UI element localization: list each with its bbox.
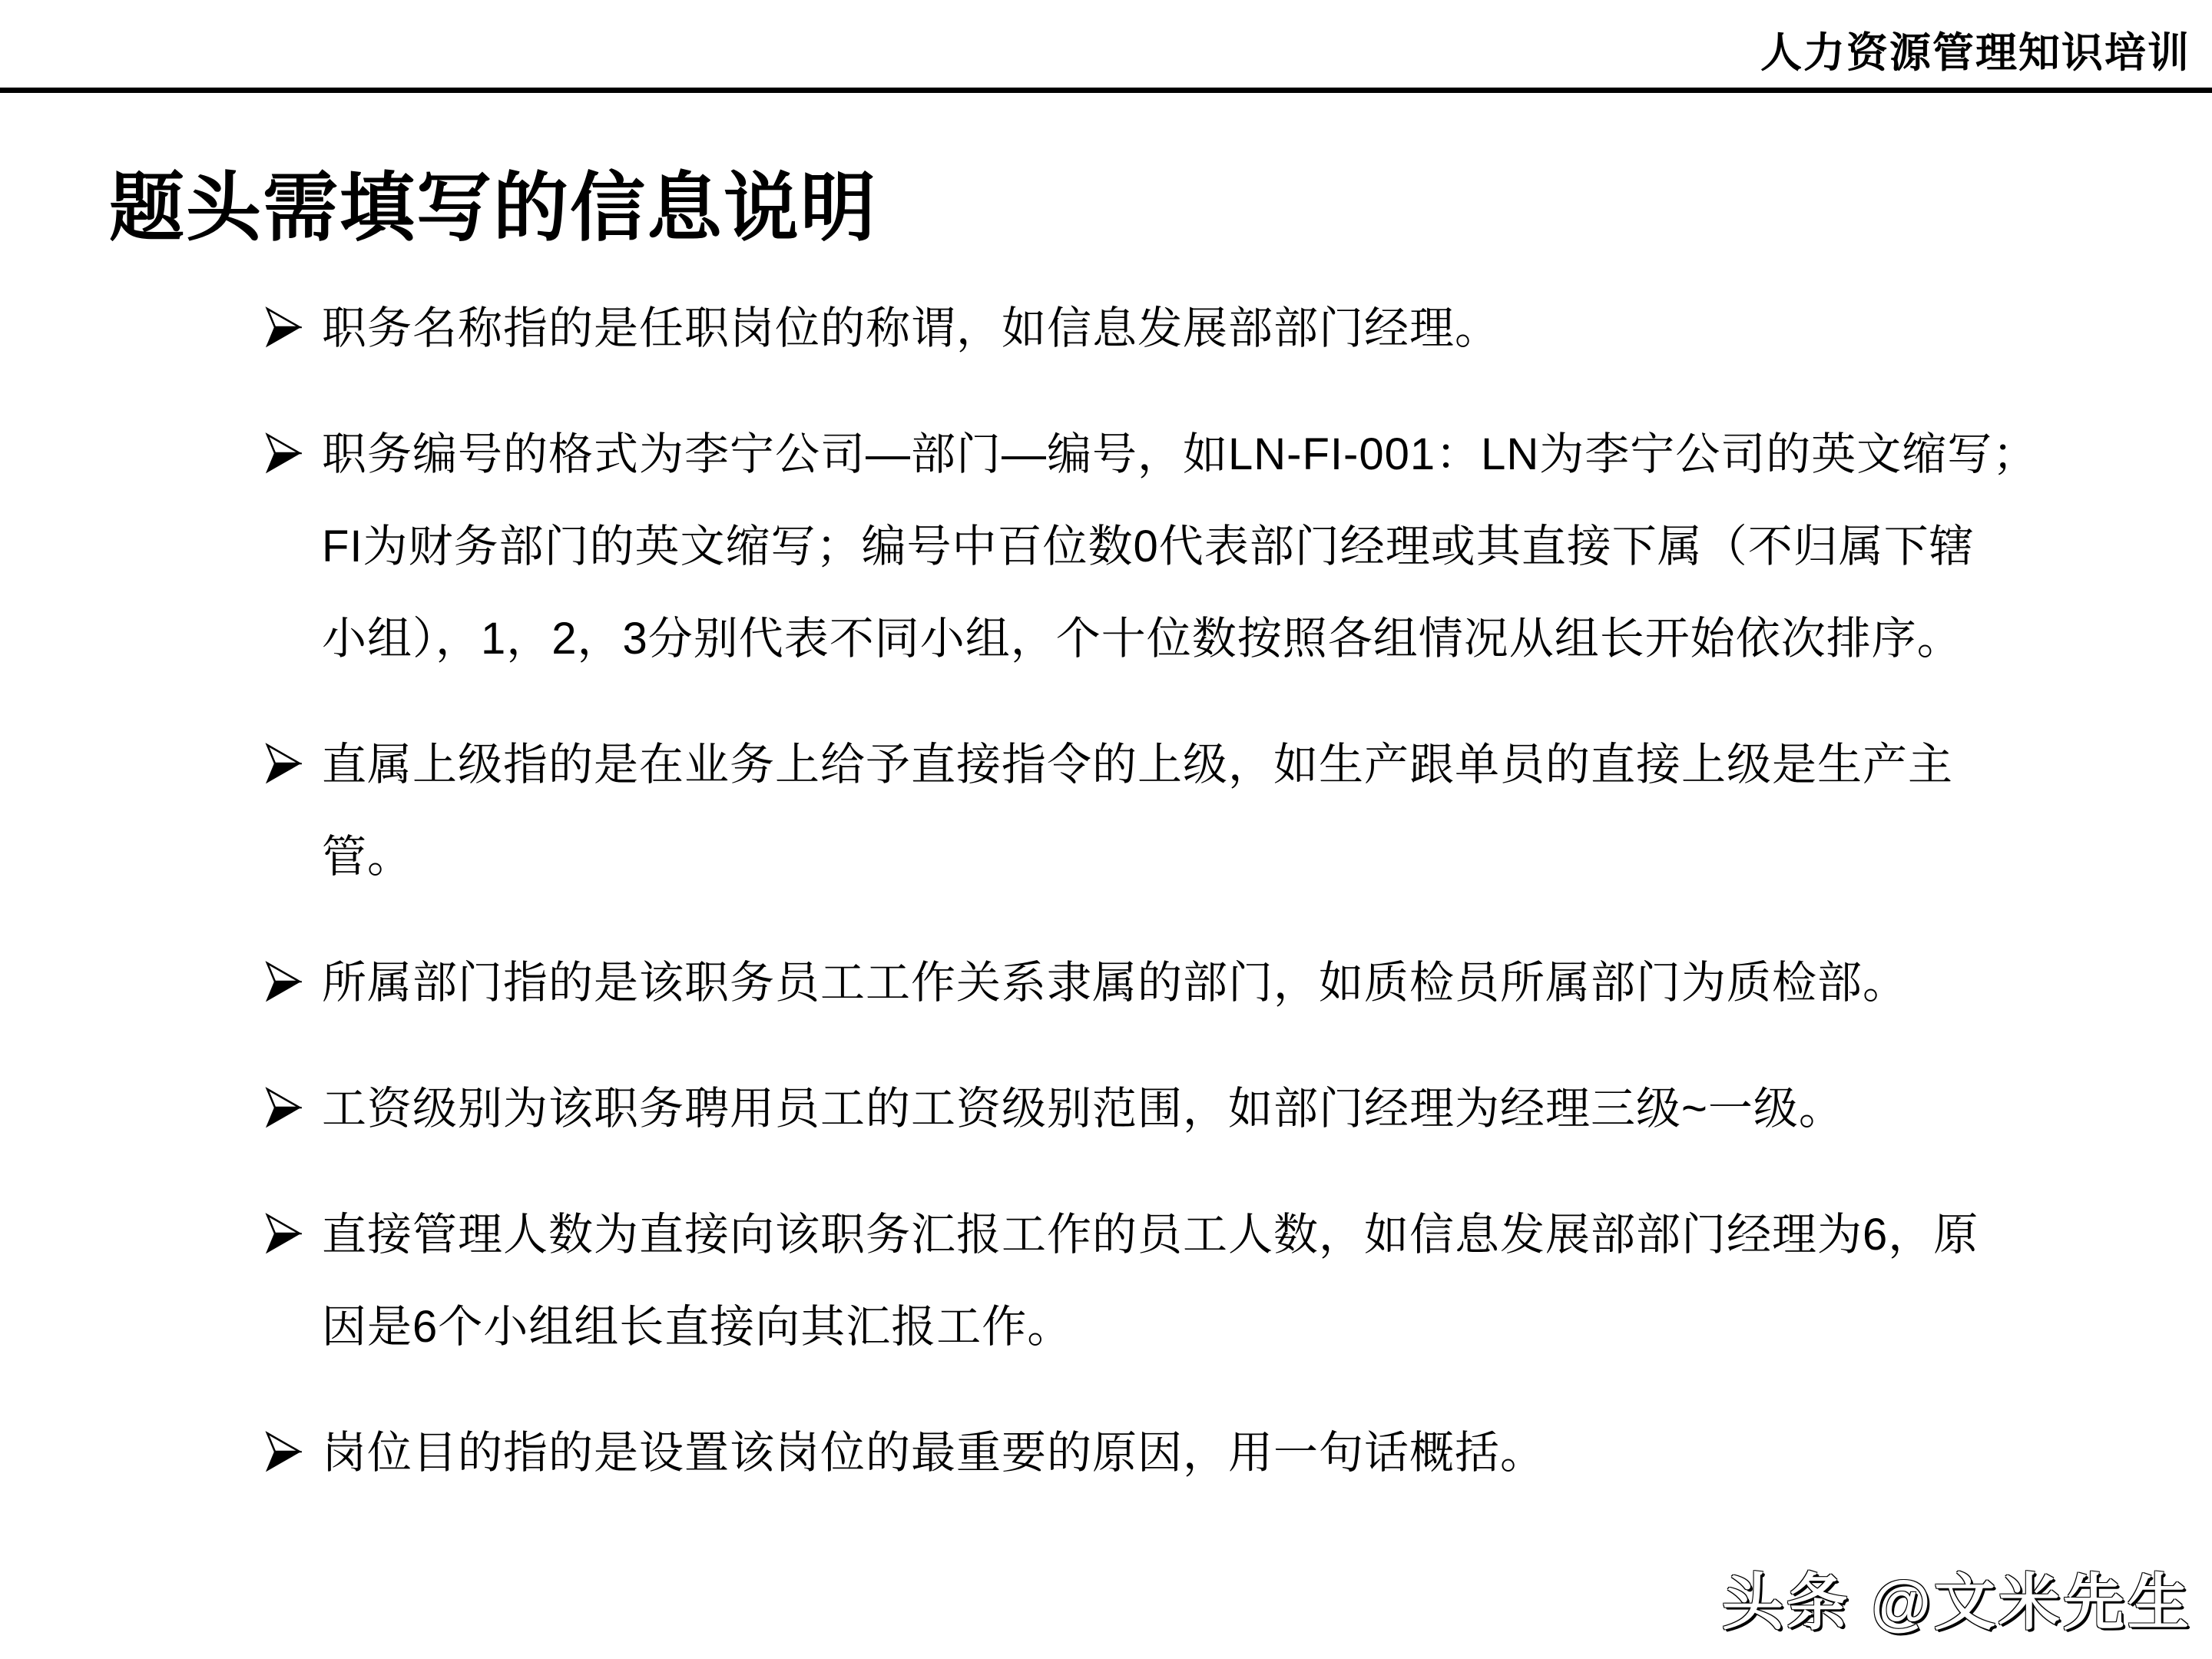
arrowhead-bullet-icon	[265, 1212, 302, 1255]
bullet-line: 小组），1，2，3分别代表不同小组，个十位数按照各组情况从组长开始依次排序。	[322, 614, 1962, 664]
bullet-item-direct-superior	[265, 719, 2055, 903]
bullet-line: 直接管理人数为直接向该职务汇报工作的员工人数，如信息发展部部门经理为6，原	[322, 1210, 1979, 1260]
bullet-item-direct-reports	[265, 1189, 2055, 1373]
bullet-item-salary-grade	[265, 1063, 2055, 1155]
bullet-text	[322, 937, 1908, 1029]
bullet-line: 直属上级指的是在业务上给予直接指令的上级，如生产跟单员的直接上级是生产主	[322, 740, 1954, 790]
arrowhead-bullet-icon	[265, 1086, 302, 1129]
bullet-line: FI为财务部门的英文缩写；编号中百位数0代表部门经理或其直接下属（不归属下辖	[322, 522, 1975, 571]
arrowhead-bullet-icon	[265, 742, 302, 785]
bullet-item-position-purpose	[265, 1407, 2055, 1499]
bullet-line: 因是6个小组组长直接向其汇报工作。	[322, 1302, 1073, 1352]
bullet-item-job-title	[265, 283, 2055, 375]
header-divider-rule	[0, 88, 2212, 93]
arrowhead-bullet-icon	[265, 1430, 302, 1473]
arrowhead-bullet-icon	[265, 306, 302, 349]
arrowhead-bullet-icon	[265, 960, 302, 1003]
bullet-line: 管。	[322, 832, 413, 882]
bullet-item-job-number	[265, 409, 2055, 685]
toutiao-watermark: 头条 @文米先生	[1721, 1568, 2192, 1637]
bullet-text	[322, 1407, 1545, 1499]
bullet-text	[322, 409, 2038, 685]
bullet-text	[322, 719, 1953, 903]
bullet-line: 职务名称指的是任职岗位的称谓，如信息发展部部门经理。	[322, 303, 1501, 353]
bullet-text	[322, 1189, 1979, 1373]
slide-title: 题头需填写的信息说明	[109, 165, 878, 250]
slide-body	[265, 283, 2055, 1533]
bullet-line: 工资级别为该职务聘用员工的工资级别范围，如部门经理为经理三级~一级。	[322, 1084, 1844, 1134]
bullet-line: 所属部门指的是该职务员工工作关系隶属的部门，如质检员所属部门为质检部。	[322, 958, 1909, 1008]
bullet-text	[322, 283, 1500, 375]
bullet-text	[322, 1063, 1844, 1155]
bullet-item-department	[265, 937, 2055, 1029]
bullet-line: 岗位目的指的是设置该岗位的最重要的原因，用一句话概括。	[322, 1428, 1546, 1478]
arrowhead-bullet-icon	[265, 432, 302, 475]
bullet-line: 职务编号的格式为李宁公司—部门—编号，如LN-FI-001：LN为李宁公司的英文缩写；	[322, 429, 2038, 479]
course-header-title: 人力资源管理知识培训	[1760, 30, 2190, 76]
